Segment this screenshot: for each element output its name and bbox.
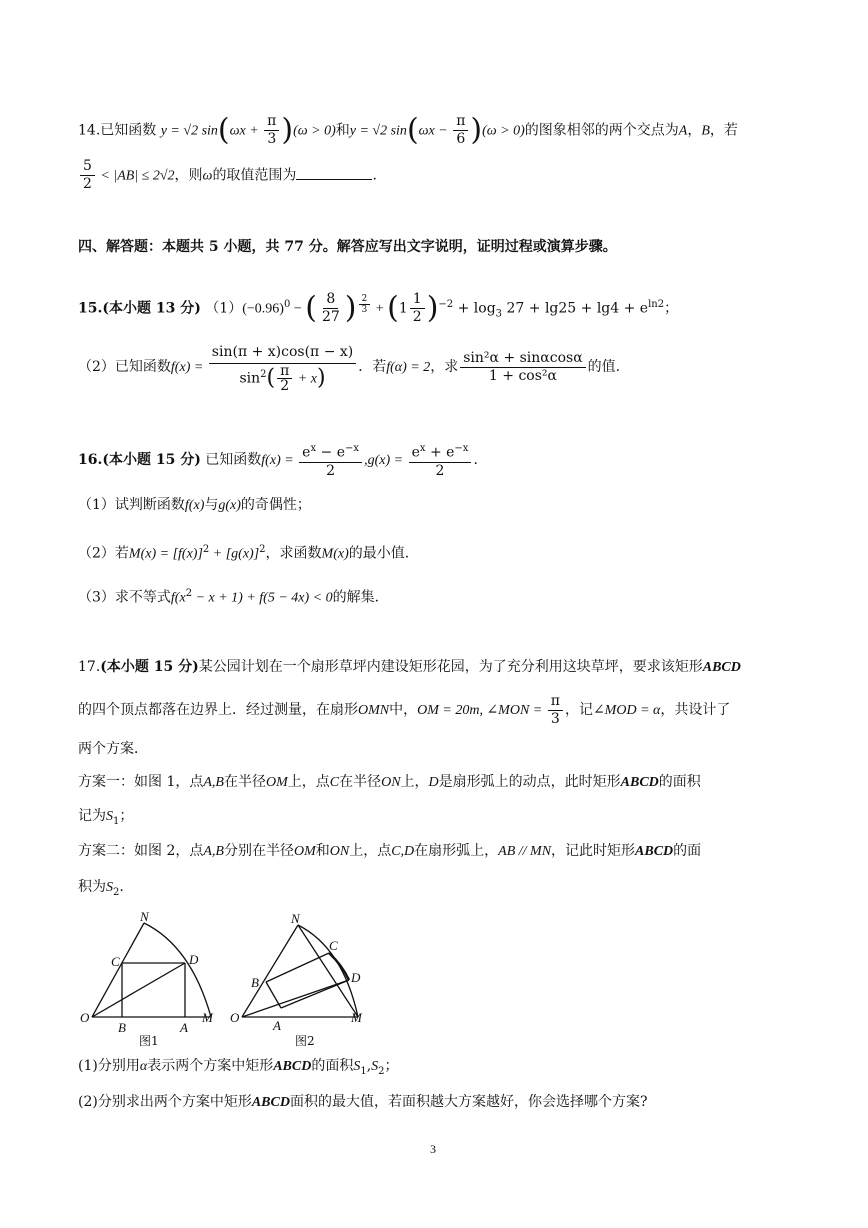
label-b: B <box>251 975 259 990</box>
section4-heading: 四、解答题：本题共 5 小题，共 77 分。解答应写出文字说明，证明过程或演算步骤。 <box>78 239 617 255</box>
label-n: N <box>291 911 300 926</box>
label-d: D <box>351 970 361 985</box>
figure-2-diagram <box>225 910 375 1050</box>
label-m: M <box>351 1010 362 1025</box>
figure-1-diagram <box>75 910 225 1050</box>
q17-plan2-line1: 方案二：如图 2，点A,B分别在半径OM和ON上，点C,D在扇形弧上，AB // MN，记此时矩形ABCD的面 <box>78 843 702 859</box>
q15-part1: 15.(本小题 13 分) $(1)(-0.96)^0$ − ( $\frac{8}{27}$ ) $^{\frac{2}{3}}$ + (1 $\frac{1}{2}$ )$^{-2} + \log_3 27 + \lg 25 + \lg 4 + e^{ln2}$； <box>78 290 679 326</box>
label-a: A <box>273 1018 281 1033</box>
label-c: C <box>329 938 338 953</box>
q14-number: 14. <box>78 122 101 139</box>
figure-2 <box>225 910 375 1050</box>
answer-blank <box>296 165 372 180</box>
label-n: N <box>140 910 149 924</box>
q17-line3: 两个方案． <box>78 741 148 757</box>
label-o: O <box>80 1010 90 1025</box>
label-o: O <box>230 1010 240 1025</box>
q17-sub1: (1)分别用α表示两个方案中矩形ABCD的面积$S_1,S_2$； <box>78 1058 399 1077</box>
q16-intro: 16.(本小题 15 分) 已知函数f(x) = $\frac{e^x - e^{-x}}{2}$ ,g(x) = $\frac{e^x + e^{-x}}{2}$ . <box>78 440 798 480</box>
q16-sub2: （2）若$M(x) = [f(x)]^2 + [g(x)]^2$，求函数M(x)的最小值. <box>78 544 410 562</box>
page-number: 3 <box>430 1142 436 1156</box>
figure-2-caption: 图2 <box>295 1034 315 1048</box>
q17-line1: 17.(本小题 15 分)某公园计划在一个扇形草坪内建设矩形花园，为了充分利用这块草坪，要求该矩形ABCD <box>78 659 741 675</box>
q17-plan1-line1: 方案一：如图 1，点A,B在半径OM上，点C在半径ON上，D是扇形弧上的动点，此时矩形ABCD的面积 <box>78 774 701 790</box>
q17-line2: 的四个顶点都落在边界上．经过测量，在扇形OMN中，OM = 20m, ∠MON = $\frac{\pi}{3}$ ，记∠MOD = α，共设计了 <box>78 692 731 727</box>
label-m: M <box>202 1010 213 1025</box>
q15-part2: （2）已知函数f(x) = sin(π + x)cos(π − x) $\sin^2$( $\frac{\pi}{2}$ + x) ．若f(α) = 2，求 $\frac{\text{sin²α + sinαcosα}}{\text{1 + cos²α}}$ 的值. <box>78 338 798 396</box>
label-b: B <box>118 1020 126 1035</box>
q17-plan2-line2: 积为$S_2$. <box>78 879 124 898</box>
q16-sub1: （1）试判断函数f(x)与g(x)的奇偶性； <box>78 497 311 513</box>
q17-sub2: (2)分别求出两个方案中矩形ABCD面积的最大值，若面积越大方案越好，你会选择哪个方案? <box>78 1094 648 1110</box>
q14-line1: 14.已知函数 y = √2 sin(ωx + $\frac{\pi}{3}$ )(ω > 0)和y = √2 sin(ωx − $\frac{\pi}{6}$ )(ω > 0)的图象相邻的两个交点为A，B，若 <box>78 112 738 148</box>
q17-plan1-line2: 记为$S_1$； <box>78 808 134 827</box>
q16-sub3: （3）求不等式$f(x^2 - x + 1) + f(5 - 4x) < 0$的解集. <box>78 588 380 606</box>
q14-line2: $\frac{5}{2}$ < |AB| ≤ 2√2，则ω的取值范围为 . <box>78 158 798 192</box>
label-d: D <box>189 952 199 967</box>
label-a: A <box>180 1020 188 1035</box>
label-c: C <box>111 954 120 969</box>
figure-1 <box>75 910 225 1050</box>
figure-1-caption: 图1 <box>139 1034 159 1048</box>
